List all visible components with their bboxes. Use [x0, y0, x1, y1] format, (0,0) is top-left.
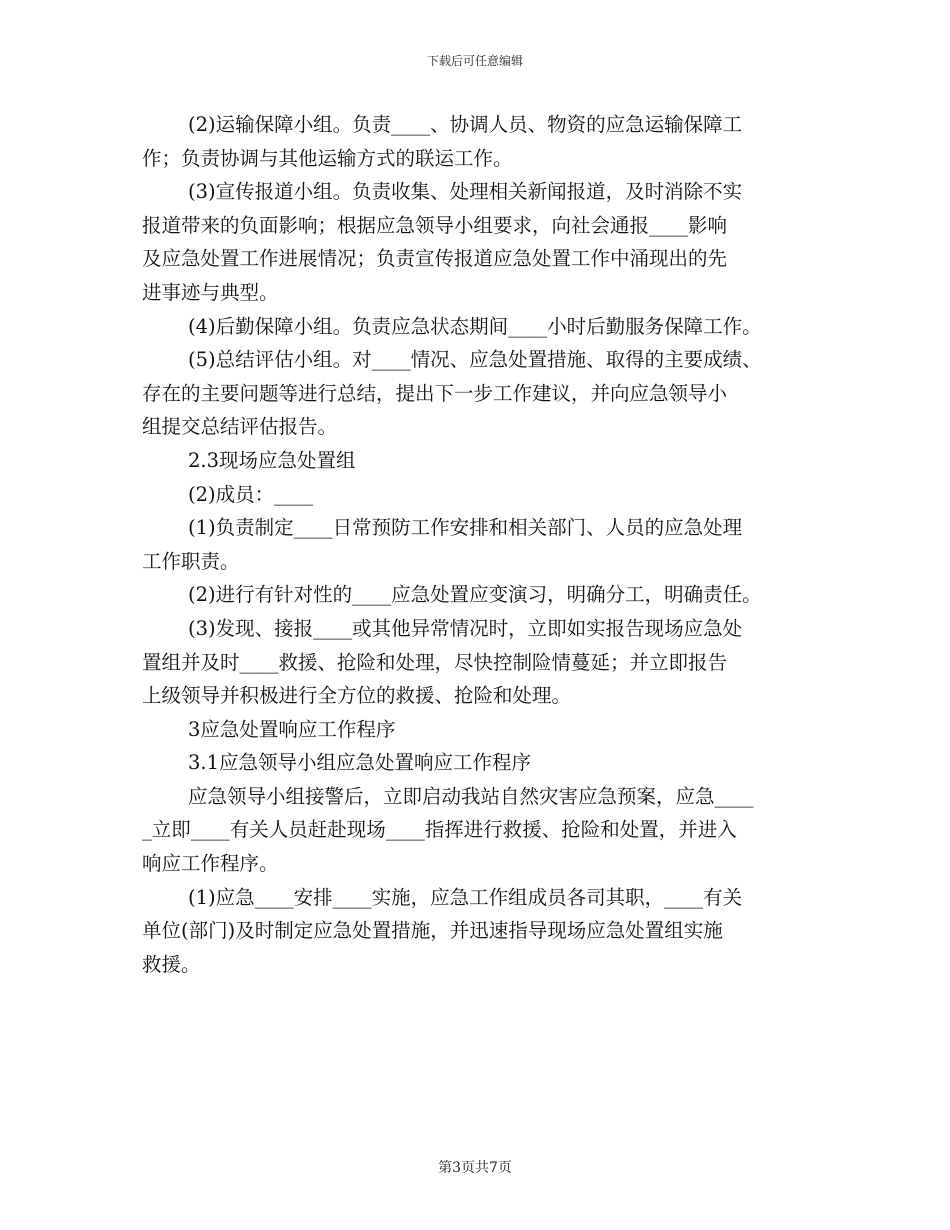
paragraph-line: 置组并及时____救援、抢险和处理，尽快控制险情蔓延；并立即报告	[142, 650, 728, 674]
paragraph-line: 单位(部门)及时制定应急处置措施，并迅速指导现场应急处置组实施	[142, 919, 723, 943]
paragraph-line: 存在的主要问题等进行总结，提出下一步工作建议，并向应急领导小	[142, 381, 728, 405]
paragraph-line: (5)总结评估小组。对____情况、应急处置措施、取得的主要成绩、	[188, 348, 762, 372]
paragraph-line: 2.3现场应急处置组	[188, 448, 356, 472]
paragraph-line: (1)负责制定____日常预防工作安排和相关部门、人员的应急处理	[188, 516, 743, 540]
paragraph-line: 组提交总结评估报告。	[142, 415, 338, 439]
paragraph-line: (4)后勤保障小组。负责应急状态期间____小时后勤服务保障工作。	[188, 314, 762, 338]
paragraph-line: _立即____有关人员赶赴现场____指挥进行救援、抢险和处置，并进入	[142, 818, 737, 842]
page-header: 下载后可任意编辑	[426, 54, 523, 68]
paragraph-line: (3)宣传报道小组。负责收集、处理相关新闻报道，及时消除不实	[188, 180, 743, 204]
paragraph-line: 工作职责。	[142, 549, 240, 573]
paragraph-line: 进事迹与典型。	[142, 280, 279, 304]
paragraph-line: (1)应急____安排____实施，应急工作组成员各司其职，____有关	[188, 885, 743, 909]
paragraph-line: (2)进行有针对性的____应急处置应变演习，明确分工，明确责任。	[188, 583, 762, 607]
document-body	[142, 108, 814, 981]
paragraph-line: 3应急处置响应工作程序	[188, 717, 396, 741]
paragraph-line: 及应急处置工作进展情况；负责宣传报道应急处置工作中涌现出的先	[142, 247, 728, 271]
paragraph-line: 救援。	[142, 952, 201, 976]
paragraph-line: 报道带来的负面影响；根据应急领导小组要求，向社会通报____影响	[142, 213, 728, 237]
paragraph-line: 响应工作程序。	[142, 852, 279, 876]
paragraph-line: (2)成员：____	[188, 482, 314, 506]
page-footer: 第3页共7页	[438, 1160, 512, 1176]
paragraph-line: 上级领导并积极进行全方位的救援、抢险和处理。	[142, 684, 572, 708]
paragraph-line: 3.1应急领导小组应急处置响应工作程序	[188, 751, 532, 775]
paragraph-line: 应急领导小组接警后，立即启动我站自然灾害应急预案，应急____	[188, 784, 754, 808]
paragraph-line: (2)运输保障小组。负责____、协调人员、物资的应急运输保障工	[188, 113, 743, 136]
paragraph-line: (3)发现、接报____或其他异常情况时，立即如实报告现场应急处	[188, 616, 743, 640]
paragraph-line: 作；负责协调与其他运输方式的联运工作。	[142, 146, 513, 170]
